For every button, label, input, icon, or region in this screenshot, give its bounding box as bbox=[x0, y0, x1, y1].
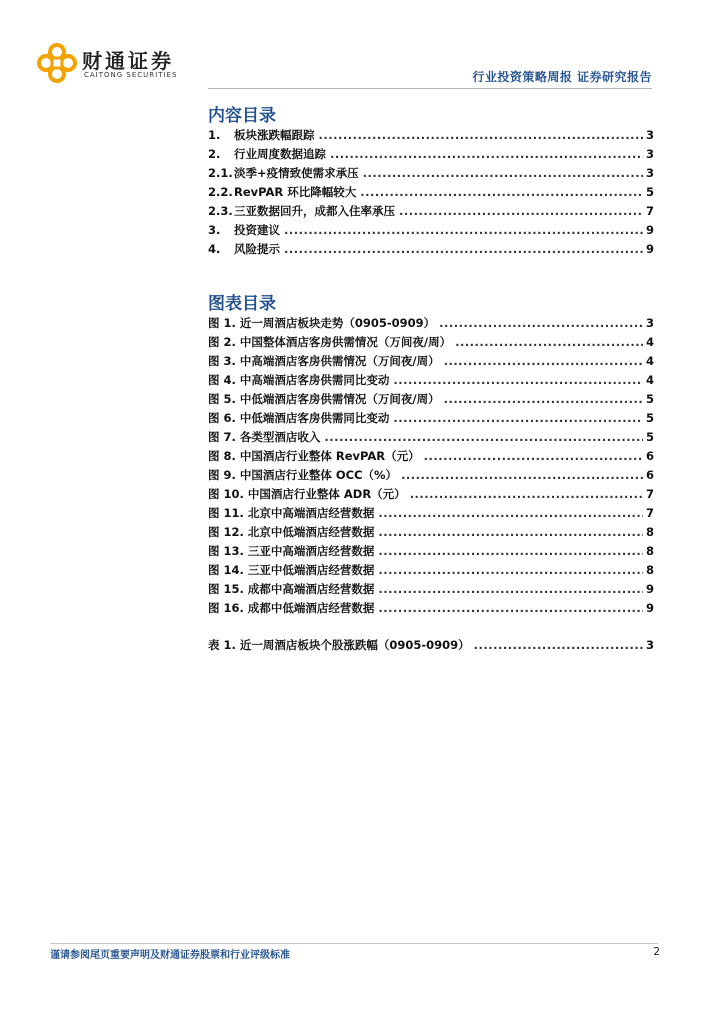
contents-list bbox=[208, 126, 654, 259]
figure-entry[interactable] bbox=[208, 466, 654, 485]
dot-leader bbox=[393, 371, 643, 390]
contents-entry[interactable] bbox=[208, 202, 654, 221]
toc-entry-title: 投资建议 bbox=[234, 223, 280, 237]
toc-entry-title: 图 7. 各类型酒店收入 bbox=[208, 430, 321, 444]
toc-entry-title: 图 16. 成都中低端酒店经营数据 bbox=[208, 601, 375, 615]
toc-entry-number: 2.2. bbox=[208, 185, 233, 199]
footer-disclaimer: 谨请参阅尾页重要声明及财通证券股票和行业评级标准 bbox=[50, 950, 290, 961]
figure-entry[interactable] bbox=[208, 561, 654, 580]
toc-entry-page: 9 bbox=[645, 242, 654, 256]
dot-leader bbox=[360, 183, 643, 202]
figures-title: 图表目录 bbox=[208, 294, 276, 314]
toc-entry-number: 3. bbox=[208, 223, 221, 237]
figure-entry[interactable] bbox=[208, 352, 654, 371]
toc-entry-title: 三亚数据回升，成都入住率承压 bbox=[234, 204, 395, 218]
toc-entry-title: 图 10. 中国酒店行业整体 ADR（元） bbox=[208, 487, 406, 501]
toc-entry-page: 4 bbox=[645, 335, 654, 349]
dot-leader bbox=[410, 485, 643, 504]
dot-leader bbox=[284, 240, 643, 259]
toc-entry-number: 4. bbox=[208, 242, 221, 256]
dot-leader bbox=[444, 390, 643, 409]
toc-entry-page: 3 bbox=[645, 638, 654, 652]
dot-leader bbox=[378, 504, 643, 523]
header-divider bbox=[208, 88, 652, 89]
toc-entry-title: 行业周度数据追踪 bbox=[234, 147, 326, 161]
toc-entry-title: 图 3. 中高端酒店客房供需情况（万间夜/周） bbox=[208, 354, 440, 368]
contents-entry[interactable] bbox=[208, 240, 654, 259]
contents-entry[interactable] bbox=[208, 164, 654, 183]
toc-entry-title: 图 14. 三亚中低端酒店经营数据 bbox=[208, 563, 375, 577]
toc-entry-page: 9 bbox=[645, 601, 654, 615]
toc-entry-page: 3 bbox=[645, 147, 654, 161]
toc-entry-title: 图 1. 近一周酒店板块走势（0905-0909） bbox=[208, 316, 436, 330]
toc-entry-title: 图 8. 中国酒店行业整体 RevPAR（元） bbox=[208, 449, 420, 463]
report-type-header: 行业投资策略周报 证券研究报告 bbox=[472, 70, 652, 84]
dot-leader bbox=[401, 466, 643, 485]
toc-entry-page: 5 bbox=[645, 430, 654, 444]
toc-entry-page: 8 bbox=[645, 544, 654, 558]
toc-entry-title: 图 9. 中国酒店行业整体 OCC（%） bbox=[208, 468, 398, 482]
dot-leader bbox=[399, 202, 643, 221]
toc-entry-title: 图 13. 三亚中高端酒店经营数据 bbox=[208, 544, 375, 558]
figure-entry[interactable] bbox=[208, 485, 654, 504]
dot-leader bbox=[319, 126, 643, 145]
contents-entry[interactable] bbox=[208, 126, 654, 145]
dot-leader bbox=[378, 580, 643, 599]
dot-leader bbox=[378, 542, 643, 561]
toc-entry-page: 3 bbox=[645, 316, 654, 330]
toc-entry-title: 图 4. 中高端酒店客房供需同比变动 bbox=[208, 373, 390, 387]
figure-entry[interactable] bbox=[208, 504, 654, 523]
company-logo bbox=[36, 42, 186, 84]
figure-entry[interactable] bbox=[208, 428, 654, 447]
figure-entry[interactable] bbox=[208, 580, 654, 599]
contents-entry[interactable] bbox=[208, 183, 654, 202]
toc-entry-number: 1. bbox=[208, 128, 221, 142]
figure-entry[interactable] bbox=[208, 542, 654, 561]
toc-entry-page: 5 bbox=[645, 185, 654, 199]
toc-entry-page: 4 bbox=[645, 373, 654, 387]
brand-name-cn: 财通证券 bbox=[82, 49, 174, 73]
toc-entry-page: 3 bbox=[645, 128, 654, 142]
dot-leader bbox=[444, 352, 643, 371]
dot-leader bbox=[424, 447, 643, 466]
dot-leader bbox=[378, 523, 643, 542]
toc-entry-title: 图 5. 中低端酒店客房供需情况（万间夜/周） bbox=[208, 392, 440, 406]
dot-leader bbox=[393, 409, 643, 428]
toc-entry-title: 图 6. 中低端酒店客房供需同比变动 bbox=[208, 411, 390, 425]
dot-leader bbox=[378, 561, 643, 580]
toc-entry-page: 6 bbox=[645, 449, 654, 463]
toc-entry-title: 图 12. 北京中低端酒店经营数据 bbox=[208, 525, 375, 539]
figure-entry[interactable] bbox=[208, 390, 654, 409]
contents-entry[interactable] bbox=[208, 221, 654, 240]
figure-entry[interactable] bbox=[208, 409, 654, 428]
footer-divider bbox=[50, 943, 658, 944]
toc-entry-page: 7 bbox=[645, 487, 654, 501]
toc-entry-number: 2.3. bbox=[208, 204, 233, 218]
contents-title: 内容目录 bbox=[208, 106, 276, 126]
toc-entry-page: 6 bbox=[645, 468, 654, 482]
caitong-logo-icon bbox=[36, 42, 78, 84]
figure-entry[interactable] bbox=[208, 333, 654, 352]
dot-leader bbox=[455, 333, 643, 352]
toc-entry-page: 9 bbox=[645, 223, 654, 237]
toc-entry-title: 风险提示 bbox=[234, 242, 280, 256]
figure-entry[interactable] bbox=[208, 523, 654, 542]
toc-entry-page: 3 bbox=[645, 166, 654, 180]
toc-entry-page: 8 bbox=[645, 525, 654, 539]
dot-leader bbox=[378, 599, 643, 618]
figure-entry[interactable] bbox=[208, 371, 654, 390]
toc-entry-page: 8 bbox=[645, 563, 654, 577]
toc-entry-page: 5 bbox=[645, 392, 654, 406]
dot-leader bbox=[284, 221, 643, 240]
toc-entry-number: 2.1. bbox=[208, 166, 233, 180]
dot-leader bbox=[474, 636, 643, 655]
toc-entry-title: 图 15. 成都中高端酒店经营数据 bbox=[208, 582, 375, 596]
brand-name-en: CAITONG SECURITIES bbox=[84, 71, 178, 79]
toc-entry-page: 9 bbox=[645, 582, 654, 596]
figure-entry[interactable] bbox=[208, 599, 654, 618]
page-number: 2 bbox=[653, 946, 660, 958]
toc-entry-title: 板块涨跌幅跟踪 bbox=[234, 128, 315, 142]
toc-entry-title: 淡季+疫情致使需求承压 bbox=[234, 166, 359, 180]
contents-entry[interactable] bbox=[208, 145, 654, 164]
dot-leader bbox=[330, 145, 643, 164]
dot-leader bbox=[439, 314, 643, 333]
table-entry[interactable] bbox=[208, 636, 654, 655]
toc-entry-title: 图 11. 北京中高端酒店经营数据 bbox=[208, 506, 375, 520]
figure-entry[interactable] bbox=[208, 314, 654, 333]
toc-entry-page: 4 bbox=[645, 354, 654, 368]
dot-leader bbox=[363, 164, 643, 183]
toc-entry-title: 表 1. 近一周酒店板块个股涨跌幅（0905-0909） bbox=[208, 638, 470, 652]
toc-entry-page: 7 bbox=[645, 506, 654, 520]
toc-entry-title: 图 2. 中国整体酒店客房供需情况（万间夜/周） bbox=[208, 335, 452, 349]
toc-entry-title: RevPAR 环比降幅较大 bbox=[234, 185, 357, 199]
figures-list bbox=[208, 314, 654, 618]
toc-entry-page: 7 bbox=[645, 204, 654, 218]
tables-list bbox=[208, 636, 654, 655]
toc-entry-page: 5 bbox=[645, 411, 654, 425]
figure-entry[interactable] bbox=[208, 447, 654, 466]
toc-entry-number: 2. bbox=[208, 147, 221, 161]
dot-leader bbox=[324, 428, 643, 447]
